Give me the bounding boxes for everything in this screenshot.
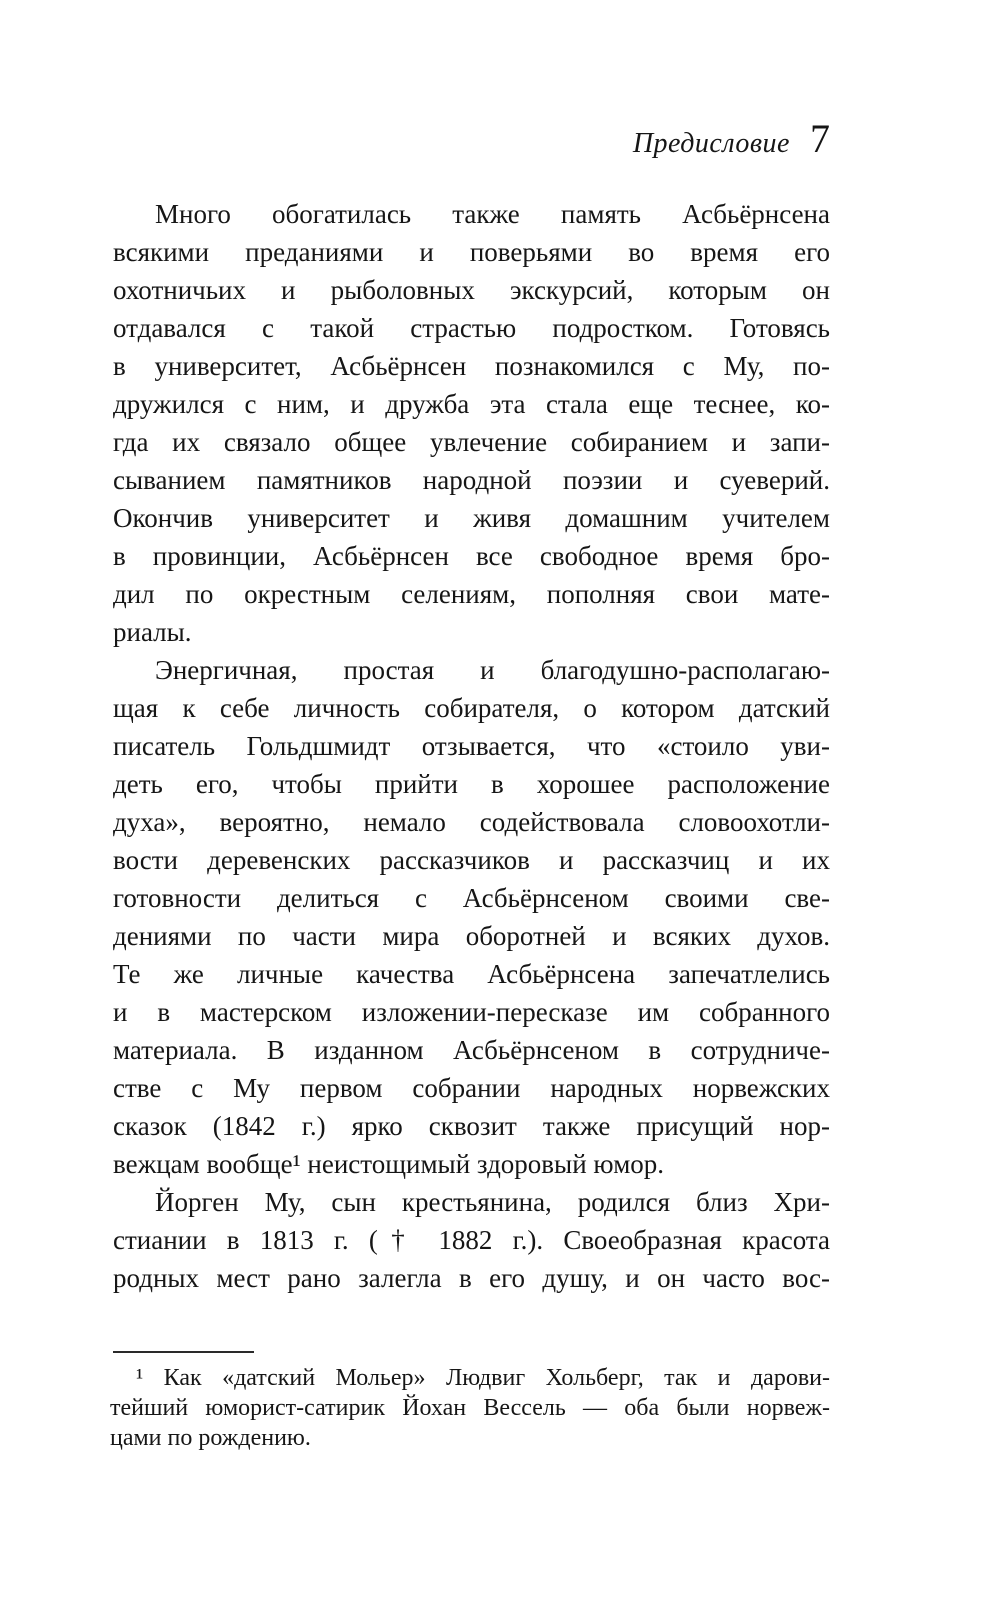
text-line: духа», вероятно, немало содействовала словоохотли- <box>113 807 830 837</box>
footnote-rule <box>113 1351 254 1353</box>
text-line: вежцам вообще¹ неистощимый здоровый юмор. <box>113 1149 665 1179</box>
text-line: охотничьих и рыболовных экскурсий, которым он <box>113 275 830 305</box>
text-line: вости деревенских рассказчиков и рассказчиц и их <box>113 845 830 875</box>
text-line: Энергичная, простая и благодушно-располагаю- <box>155 655 830 685</box>
footnote-line: цами по рождению. <box>110 1425 311 1451</box>
text-line: готовности делиться с Асбьёрнсеном своими све- <box>113 883 830 913</box>
text-line: отдавался с такой страстью подростком. Готовясь <box>113 313 830 343</box>
text-line: Те же личные качества Асбьёрнсена запечатлелись <box>113 959 830 989</box>
text-line: риалы. <box>113 617 192 647</box>
text-line: в университет, Асбьёрнсен познакомился с Му, по- <box>113 351 830 381</box>
text-line: Много обогатилась также память Асбьёрнсена <box>155 199 830 229</box>
text-line: гда их связало общее увлечение собиранием и запи- <box>113 427 830 457</box>
text-line: дил по окрестным селениям, пополняя свои мате- <box>113 579 830 609</box>
text-line: дружился с ним, и дружба эта стала еще теснее, ко- <box>113 389 830 419</box>
text-line: всякими преданиями и поверьями во время его <box>113 237 830 267</box>
footnote-line: тейший юморист-сатирик Йохан Вессель — оба были норвеж- <box>110 1395 830 1421</box>
page-header <box>113 116 830 168</box>
footnote-line: ¹ Как «датский Мольер» Людвиг Хольберг, так и дарови- <box>136 1365 830 1391</box>
text-line: сказок (1842 г.) ярко сквозит также присущий нор- <box>113 1111 830 1141</box>
text-line: Окончив университет и живя домашним учителем <box>113 503 830 533</box>
text-line: щая к себе личность собирателя, о котором датский <box>113 693 830 723</box>
text-line: в провинции, Асбьёрнсен все свободное время бро- <box>113 541 830 571</box>
text-line: деть его, чтобы прийти в хорошее расположение <box>113 769 830 799</box>
text-line: материала. В изданном Асбьёрнсеном в сотрудниче- <box>113 1035 830 1065</box>
text-line: писатель Гольдшмидт отзывается, что «стоило уви- <box>113 731 830 761</box>
page-number: 7 <box>810 116 830 161</box>
running-title: Предисловие <box>632 128 790 159</box>
body-text <box>113 195 830 1297</box>
text-line: дениями по части мира оборотней и всяких духов. <box>113 921 830 951</box>
footnote <box>110 1363 830 1453</box>
text-line: Йорген Му, сын крестьянина, родился близ Хри- <box>155 1187 830 1217</box>
text-line: стиании в 1813 г. († 1882 г.). Своеобразная красота <box>113 1225 830 1255</box>
text-line: и в мастерском изложении-пересказе им собранного <box>113 997 830 1027</box>
text-line: родных мест рано залегла в его душу, и он часто вос- <box>113 1263 830 1293</box>
text-line: сыванием памятников народной поэзии и суеверий. <box>113 465 830 495</box>
text-line: стве с Му первом собрании народных норвежских <box>113 1073 830 1103</box>
